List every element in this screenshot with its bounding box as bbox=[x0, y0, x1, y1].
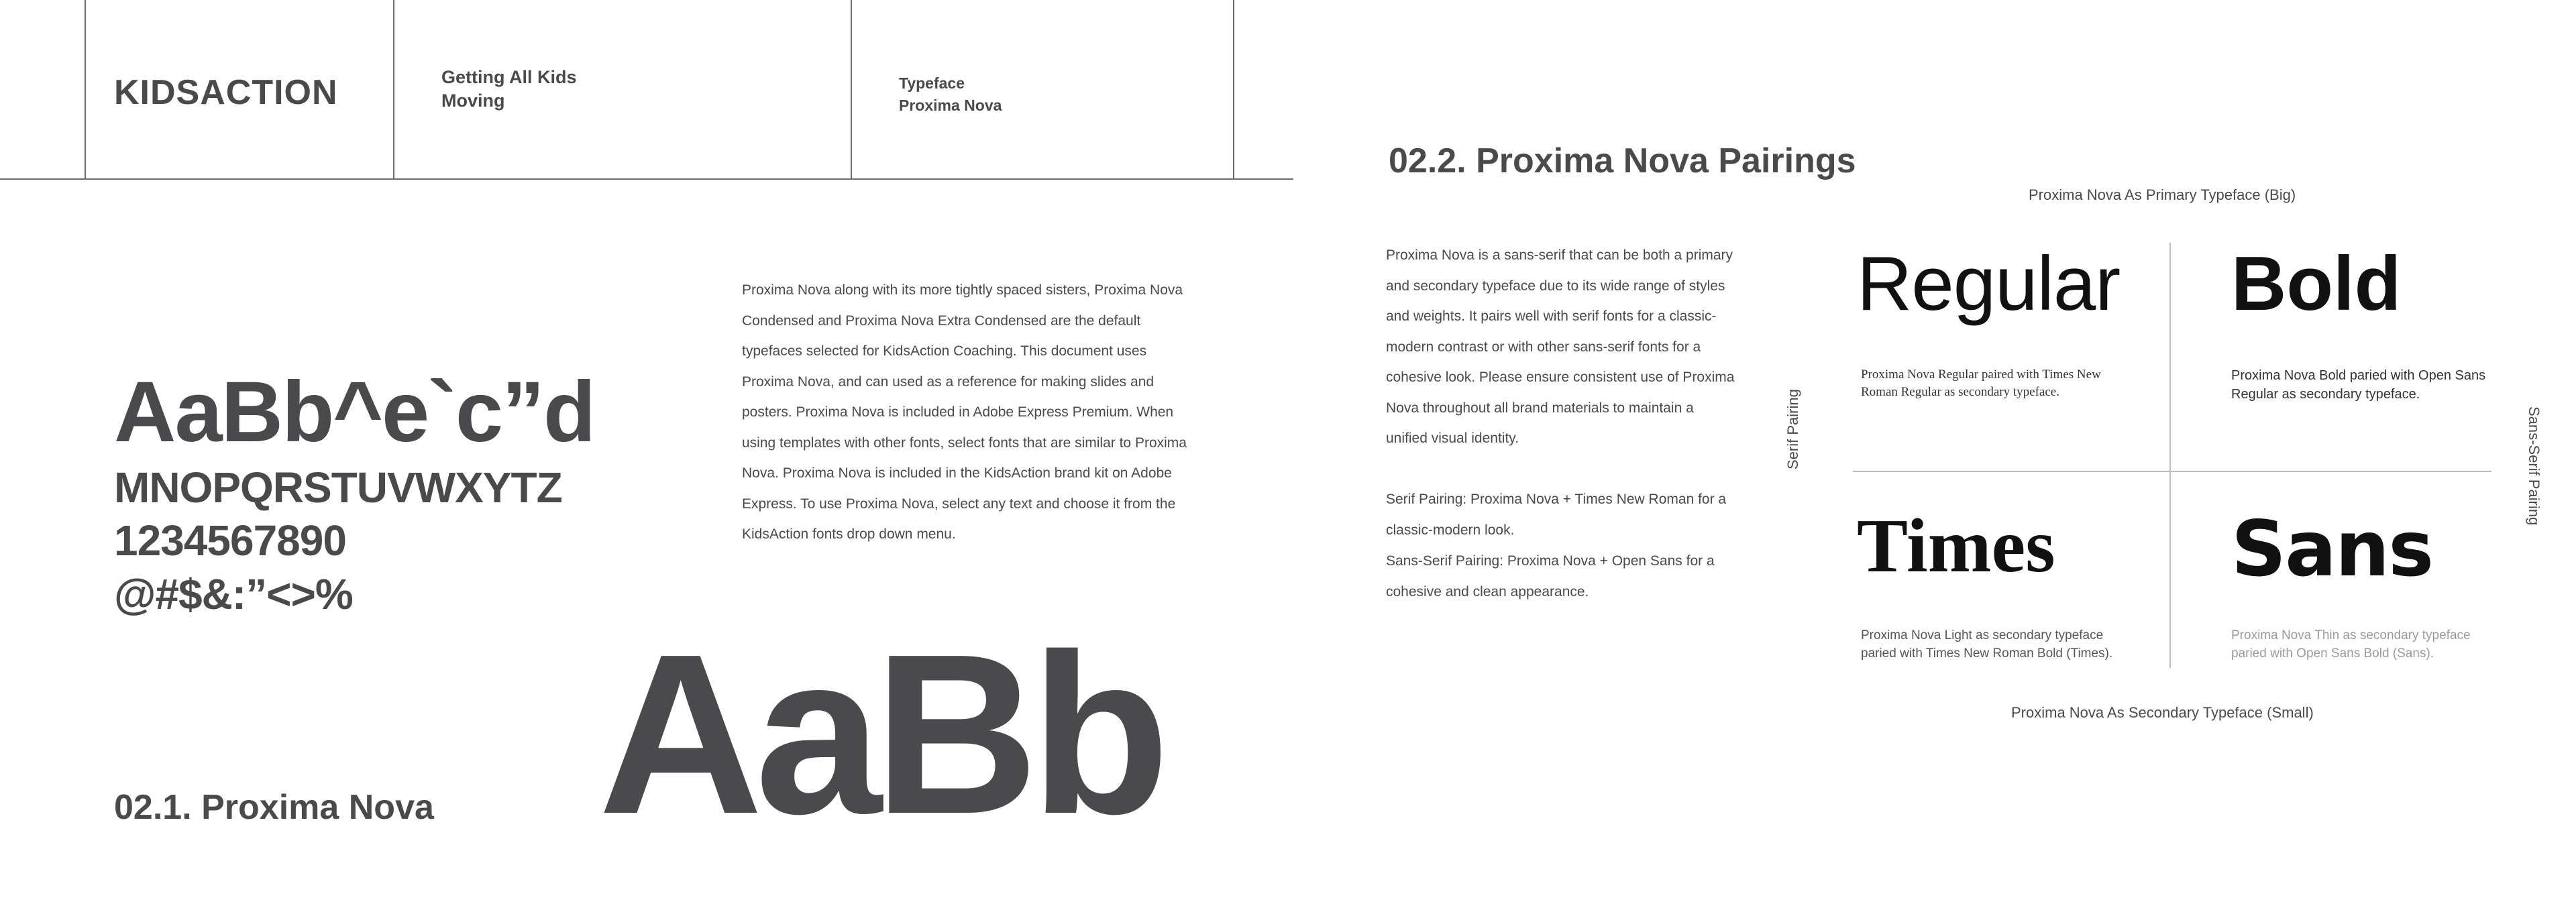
typeface-description: Proxima Nova along with its more tightly spaced sisters, Proxima Nova Condensed and Proxima Nova Extra Condensed are the default typefaces selected for KidsAction Coaching. This document uses Proxima Nova, and can used as a reference for making slides and posters. Proxima Nova is included in Adobe Express Premium. When using templates with other fonts, select fonts that are similar to Proxima Nova. Proxima Nova is included in the KidsAction brand kit on Adobe Express. To use Proxima Nova, select any text and choose it from the KidsAction fonts drop down menu. bbox=[742, 282, 1187, 542]
typeface-heading: Typeface bbox=[899, 74, 965, 92]
specimen-numerals: 1234567890 bbox=[114, 516, 346, 565]
tagline-line-2: Moving bbox=[441, 91, 505, 111]
header-divider-2 bbox=[393, 0, 394, 180]
typeface-name: Proxima Nova bbox=[899, 97, 1002, 114]
section-title-pairings: 02.2. Proxima Nova Pairings bbox=[1389, 141, 1856, 180]
pairing-word-sans: Sans bbox=[2231, 504, 2433, 593]
serif-pairing-note: Serif Pairing: Proxima Nova + Times New Roman for a classic-modern look. bbox=[1386, 492, 1727, 538]
pairing-caption-times: Proxima Nova Light as secondary typeface paried with Times New Roman Bold (Times). bbox=[1861, 628, 2113, 661]
pairings-description: Proxima Nova is a sans-serif that can be both a primary and secondary typeface due to its wide range of styles and weights. It pairs well with serif fonts for a classic-modern contrast or with other sans-serif fonts for a cohesive look. Please ensure consistent use of Proxima Nova throughout all brand materials to maintain a unified visual identity. bbox=[1386, 247, 1735, 446]
typeface-label bbox=[899, 72, 1002, 117]
large-type-sample: AaBb bbox=[598, 607, 1162, 862]
sans-pairing-note: Sans-Serif Pairing: Proxima Nova + Open Sans for a cohesive and clean appearance. bbox=[1386, 553, 1715, 600]
sans-serif-pairing-side-label: Sans-Serif Pairing bbox=[2526, 406, 2542, 526]
pairing-word-regular: Regular bbox=[1857, 241, 2121, 327]
pairing-caption-bold: Proxima Nova Bold paried with Open Sans Regular as secondary typeface. bbox=[2231, 368, 2486, 402]
tagline-line-1: Getting All Kids bbox=[441, 67, 577, 87]
specimen-mixed-glyphs: AaBb^e`c”d bbox=[114, 364, 595, 460]
primary-typeface-caption: Proxima Nova As Primary Typeface (Big) bbox=[2029, 186, 2296, 203]
secondary-typeface-caption: Proxima Nova As Secondary Typeface (Small) bbox=[2011, 704, 2314, 721]
header-divider-1 bbox=[85, 0, 86, 180]
header-divider-4 bbox=[1233, 0, 1234, 180]
header-divider-3 bbox=[851, 0, 852, 180]
pairing-grid-horizontal-rule bbox=[1853, 471, 2491, 472]
pairing-word-bold: Bold bbox=[2231, 241, 2402, 327]
section-title-proxima-nova: 02.1. Proxima Nova bbox=[114, 788, 434, 827]
serif-pairing-side-label: Serif Pairing bbox=[1784, 389, 1801, 469]
header-bottom-rule bbox=[0, 178, 1293, 180]
tagline bbox=[441, 66, 643, 113]
pairing-caption-sans: Proxima Nova Thin as secondary typeface paried with Open Sans Bold (Sans). bbox=[2231, 628, 2471, 661]
pairing-word-times: Times bbox=[1857, 503, 2055, 588]
pairing-grid-vertical-rule bbox=[2169, 243, 2171, 668]
pairing-caption-regular: Proxima Nova Regular paired with Times New Roman Regular as secondary typeface. bbox=[1861, 367, 2101, 399]
brand-name: KIDSACTION bbox=[114, 73, 338, 112]
specimen-uppercase: MNOPQRSTUVWXYTZ bbox=[114, 463, 562, 512]
specimen-symbols: @#$&:”<>% bbox=[114, 570, 353, 618]
